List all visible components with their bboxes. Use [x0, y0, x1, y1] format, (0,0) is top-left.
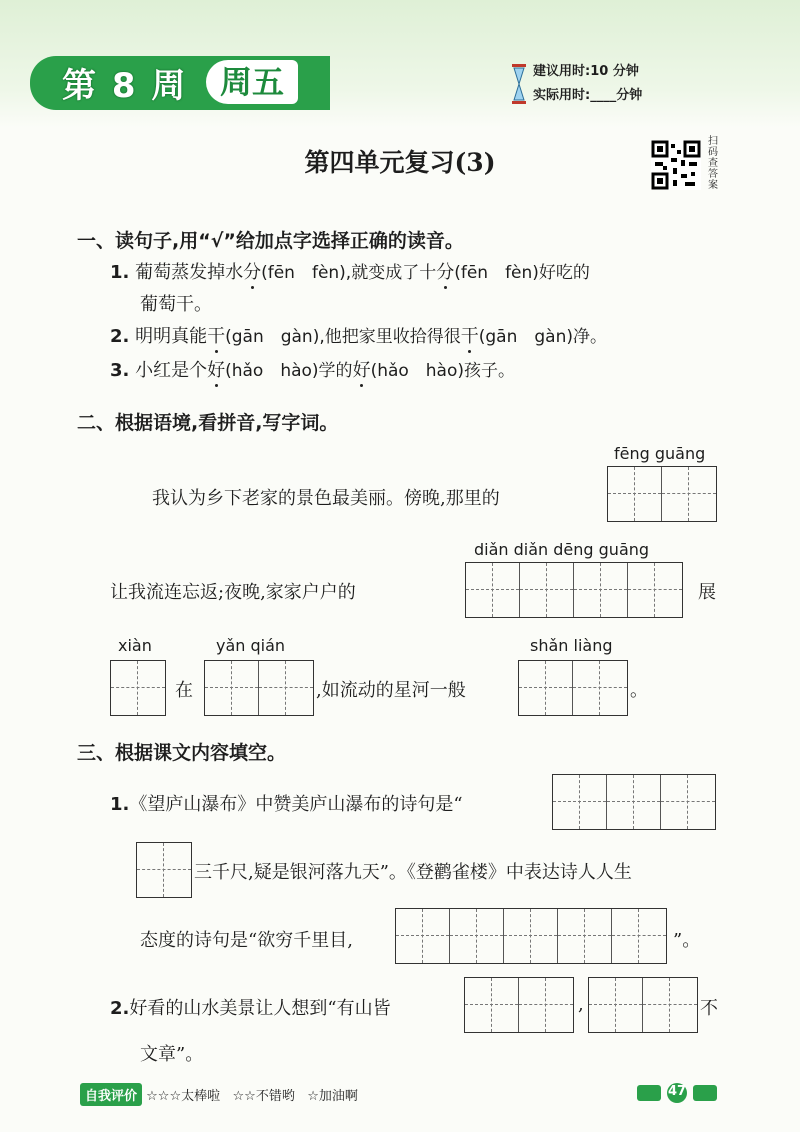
dotted-char: 分 — [436, 262, 455, 283]
week-label: 第 8 周 — [62, 66, 188, 106]
s3-item1: 1.《望庐山瀑布》中赞美庐山瀑布的诗句是“ — [110, 794, 463, 815]
s3-line2: 三千尺,疑是银河落九天”。《登鹳雀楼》中表达诗人人生 — [194, 862, 632, 883]
pinyin-shanliang: shǎn liàng — [530, 636, 613, 655]
answer-grid-diandian-dengguang[interactable] — [465, 562, 683, 618]
answer-grid-poem1-b[interactable] — [136, 842, 192, 898]
pinyin-diandian-dengguang: diǎn diǎn dēng guāng — [474, 540, 650, 559]
page-number: 47 — [667, 1084, 687, 1099]
answer-grid-xian[interactable] — [110, 660, 166, 716]
s1-item1: 1. 葡萄蒸发掉水分(fēn fèn),就变成了十分(fēn fèn)好吃的 — [110, 262, 590, 283]
s3-line3-b: ”。 — [673, 930, 701, 951]
dotted-char: 干 — [207, 326, 226, 347]
dotted-char: 好 — [352, 360, 371, 381]
section2-heading: 二、根据语境,看拼音,写字词。 — [77, 412, 339, 434]
answer-grid-poem2[interactable] — [395, 908, 667, 964]
s1-item1-cont: 葡萄干。 — [140, 294, 212, 315]
pinyin-fengguang: fēng guāng — [614, 444, 706, 463]
s3-line4-end: 不 — [700, 998, 718, 1019]
s3-item2: 2.好看的山水美景让人想到“有山皆 — [110, 998, 391, 1019]
pinyin-yanqian: yǎn qián — [216, 636, 286, 655]
eval-option-try[interactable]: ☆加油啊 — [307, 1089, 358, 1104]
s2-line3-a: 在 — [175, 680, 193, 701]
s2-line2: 让我流连忘返;夜晚,家家户户的 — [110, 582, 356, 603]
s3-line4-comma: , — [578, 994, 584, 1015]
s2-line1: 我认为乡下老家的景色最美丽。傍晚,那里的 — [152, 488, 500, 509]
dotted-char: 好 — [207, 360, 226, 381]
time-box — [515, 60, 670, 110]
answer-grid-yanqian[interactable] — [204, 660, 314, 716]
s3-line5: 文章”。 — [140, 1044, 204, 1065]
s2-line3-b: ,如流动的星河一般 — [316, 680, 466, 701]
page-number-badge — [637, 1082, 719, 1104]
s3-line3-a: 态度的诗句是“欲穷千里目, — [140, 930, 353, 951]
answer-grid-idiom-a[interactable] — [464, 977, 574, 1033]
eval-option-great[interactable]: ☆☆☆太棒啦 — [146, 1089, 221, 1104]
page-title: 第四单元复习(3) — [304, 148, 496, 177]
s2-line3-c: 。 — [630, 680, 648, 701]
s1-item2: 2. 明明真能干(gān gàn),他把家里收拾得很干(gān gàn)净。 — [110, 326, 607, 347]
s2-line2-end: 展 — [698, 582, 716, 603]
answer-grid-idiom-b[interactable] — [588, 977, 698, 1033]
s1-item3: 3. 小红是个好(hǎo hào)学的好(hǎo hào)孩子。 — [110, 360, 516, 381]
day-label: 周五 — [206, 60, 298, 104]
dotted-char: 干 — [460, 326, 479, 347]
pinyin-xian: xiàn — [118, 636, 152, 655]
answer-grid-poem1-a[interactable] — [552, 774, 716, 830]
answer-grid-fengguang[interactable] — [607, 466, 717, 522]
eval-option-good[interactable]: ☆☆不错哟 — [232, 1089, 295, 1104]
answer-grid-shanliang[interactable] — [518, 660, 628, 716]
section1-heading: 一、读句子,用“√”给加点字选择正确的读音。 — [77, 230, 464, 252]
actual-time: 实际用时:____分钟 — [533, 88, 643, 103]
dotted-char: 分 — [243, 262, 262, 283]
self-evaluation — [80, 1083, 358, 1105]
suggest-time: 建议用时:10 分钟 — [533, 64, 639, 79]
qr-caption: 扫码查答案 — [708, 136, 718, 191]
eval-badge: 自我评价 — [80, 1083, 142, 1106]
section3-heading: 三、根据课文内容填空。 — [77, 742, 287, 764]
